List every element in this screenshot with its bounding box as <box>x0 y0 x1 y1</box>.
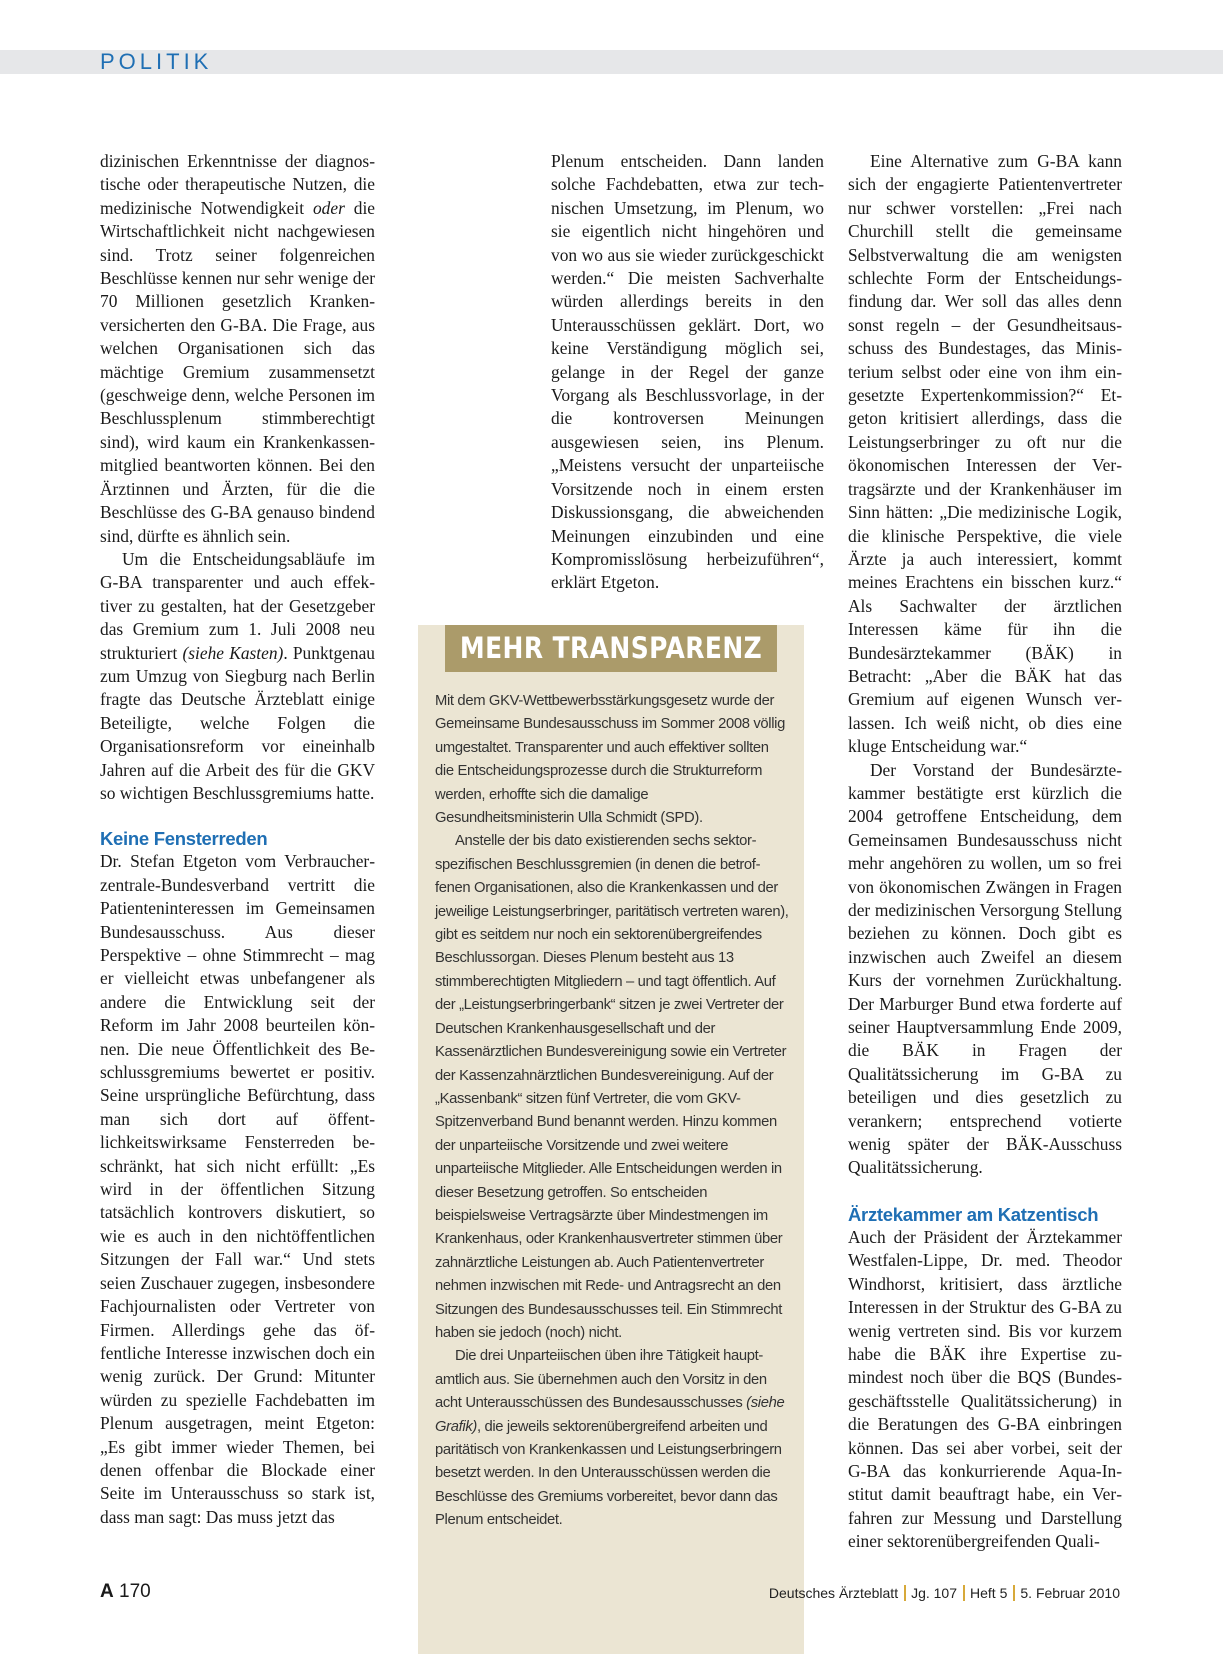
issue: Heft 5 <box>970 1585 1008 1601</box>
paragraph: Um die Entscheidungsabläufe im G-BA transparenter und auch effektiver zu gestalten, hat der Gesetzgeber das Gremium zum 1. Juli 2008 neu strukturiert (siehe Kasten). Punktgenau zum Umzug von Siegburg nach Berlin fragte das Deutsche Ärzteblatt einige Beteiligte, welche Folgen die Organisationsreform vor eineinhalb Jahren auf die Arbeit des für die GKV so wichtigen Beschlussgremiums hatte. <box>100 548 375 803</box>
separator <box>904 1585 906 1601</box>
separator <box>963 1585 965 1601</box>
issue-date: 5. Februar 2010 <box>1020 1585 1120 1601</box>
page-number: A 170 <box>100 1581 151 1602</box>
paragraph: Der Vorstand der Bundesärztekammer bestätigte erst kürzlich die 2004 getroffene Entscheidung, dem Gemeinsamen Bundesausschuss nicht mehr angehören zu wollen, um so frei von ökonomischen Zwängen in Fragen der medizinischen Versorgung Stellung beziehen zu können. Doch gibt es inzwischen auch Zweifel an diesem Kurs der vornehmen Zurückhaltung. Der Marburger Bund etwa forderte auf seiner Hauptversammlung Ende 2009, die BÄK in Fragen der Qualitätssicherung im G-BA zu beteiligen und dies gesetzlich zu verankern; entsprechend votierte wenig später der BÄK-Ausschuss Qualitätssicherung. <box>848 759 1122 1178</box>
paragraph: dizinischen Erkenntnisse der diagnostische oder therapeutische Nutzen, die medizinische Notwendigkeit oder die Wirtschaftlichkeit nicht nachgewiesen sind. Trotz seiner folgenreichen Beschlüsse kennen nur sehr wenige der 70 Millionen gesetzlich Krankenversicherten den G-BA. Die Frage, aus welchen Organisationen sich das mächtige Gremium zusammensetzt (geschweige denn, welche Personen im Beschlussplenum stimmberechtigt sind), wird kaum ein Krankenkassenmitglied beantworten können. Bei den Ärztinnen und Ärzten, für die die Beschlüsse des G-BA genauso bindend sind, dürfte es ähnlich sein. <box>100 151 376 546</box>
paragraph: Die drei Unparteiischen üben ihre Tätigkeit hauptamtlich aus. Sie übernehmen auch den Vorsitz in den acht Unterausschüssen des Bundesausschusses (siehe Grafik), die jeweils sektorenübergreifend arbeiten und paritätisch von Krankenkassen und Leistungserbringern besetzt werden. In den Unterausschüssen werden die Beschlüsse des Gremiums vorbereitet, bevor dann das Plenum entscheidet. <box>435 1348 785 1529</box>
paragraph: Eine Alternative zum G-BA kann sich der engagierte Patientenvertreter nur schwer vorstellen: „Frei nach Churchill stellt die gemeinsame Selbstverwaltung die am wenigsten schlechte Form der Entscheidungsfindung dar. Wer soll das alles denn sonst regeln – der Gesundheitsausschuss des Bundestages, das Ministerium selbst oder eine von ihm eingesetzte Expertenkommission?“ Etgeton kritisiert allerdings, dass die Leistungserbringer zu oft nur die ökonomischen Interessen der Vertragsärzte und der Krankenhäuser im Sinn hätten: „Die medizinische Logik, die klinische Perspektive, die viele Ärzte ja auch interessiert, kommt meines Erachtens ein bisschen kurz.“ Als Sachwalter der ärztlichen Interessen käme für ihn die Bundesärztekammer (BÄK) in Betracht: „Aber die BÄK hat das Gremium auf eigenen Wunsch verlassen. Ich weiß nicht, ob dies eine kluge Entscheidung war.“ <box>848 151 1122 757</box>
volume: Jg. 107 <box>911 1585 958 1601</box>
article-column-1 <box>100 150 375 1529</box>
journal-name: Deutsches Ärzteblatt <box>768 1585 899 1601</box>
paragraph: Mit dem GKV-Wettbewerbsstärkungsgesetz wurde der Gemeinsame Bundesausschuss im Sommer 2008 völlig umgestaltet. Transparenter und auch effektiver sollten die Entscheidungsprozesse durch die Strukturreform werden, erhoffte sich die damalige Gesundheitsministerin Ulla Schmidt (SPD). <box>435 693 786 827</box>
subheading-keine-fensterreden: Keine Fensterreden <box>100 828 268 850</box>
paragraph: Anstelle der bis dato existierenden sechs sektorspezifischen Beschlussgremien (in denen die betroffenen Organisationen, also die Krankenkassen und der jeweilige Leistungserbringer, paritätisch vertreten waren), gibt es seitdem nur noch ein sektorenübergreifendes Beschlussorgan. Dieses Plenum besteht aus 13 stimmberechtigten Mitgliedern – und tagt öffentlich. Auf der „Leistungserbringerbank“ sitzen je zwei Vertreter der Deutschen Krankenhausgesellschaft und der Kassenärztlichen Bundesvereinigung sowie ein Vertreter der Kassenzahnärztlichen Bundesvereinigung. Auf der „Kassenbank“ sitzen fünf Vertreter, die vom GKV-Spitzenverband Bund benannt werden. Hinzu kommen der unparteiische Vorsitzende und zwei weitere unparteiische Mitglieder. Alle Entscheidungen werden in dieser Besetzung getroffen. So entscheiden beispielsweise Vertragsärzte über Mindestmengen im Krankenhaus, oder Krankenhausvertreter stimmen über zahnärztliche Leistungen ab. Auch Patientenvertreter nehmen inzwischen mit Rede- und Antragsrecht an den Sitzungen des Bundesausschusses teil. Ein Stimmrecht haben sie jedoch (noch) nicht. <box>435 833 789 1341</box>
article-column-2 <box>551 150 824 595</box>
article-column-3 <box>848 150 1122 1554</box>
paragraph: Auch der Präsident der Ärztekammer Westfalen-Lippe, Dr. med. Theodor Windhorst, kritisiert, dass ärztliche Interessen in der Struktur des G-BA zu wenig vertreten sind. Bis vor kurzem habe die BÄK ihre Expertise zumindest noch über die BQS (Bundesgeschäftsstelle Qualitätssicherung) in die Beratungen des G-BA einbringen können. Das sei aber vorbei, seit der G-BA das konkurrierende Aqua-Institut damit beauftragt habe, ein Verfahren zur Messung und Darstellung einer sektorenübergreifenden Quali- <box>848 1226 1122 1552</box>
journal-citation <box>769 1583 1120 1603</box>
info-box-title: MEHR TRANSPARENZ <box>445 625 777 672</box>
paragraph: Plenum entscheiden. Dann landen solche Fachdebatten, etwa zur technischen Umsetzung, im Plenum, wo sie eigentlich nicht hingehören und von wo aus sie wieder zurückgeschickt werden.“ Die meisten Sachverhalte würden allerdings bereits in den Unterausschüssen geklärt. Dort, wo keine Verständigung möglich sei, gelange in der Regel der ganze Vorgang als Beschlussvorlage, in der die kontroversen Meinungen ausgewiesen seien, ins Plenum. „Meistens versucht der unparteiische Vorsitzende noch in einem ersten Diskussionsgang, die abweichenden Meinungen einzubinden und eine Kompromisslösung herbeizuführen“, erklärt Etgeton. <box>551 151 824 593</box>
section-label: POLITIK <box>100 49 213 74</box>
subheading-aerztekammer: Ärztekammer am Katzentisch <box>848 1203 1099 1225</box>
info-box-text <box>435 690 789 1533</box>
paragraph: Dr. Stefan Etgeton vom Verbraucherzentrale-Bundesverband vertritt die Patienteninteressen im Gemeinsamen Bundesausschuss. Aus dieser Perspektive – ohne Stimmrecht – mag er vielleicht etwas unbefangener als andere die Entwicklung seit der Reform im Jahr 2008 beurteilen können. Die neue Öffentlichkeit des Beschlussgremiums bewertet er positiv. Seine ursprüngliche Befürchtung, dass man sich dort auf öffentlichkeitswirksame Fensterreden beschränkt, hat sich nicht erfüllt: „Es wird in der öffentlichen Sitzung tatsächlich kontrovers diskutiert, so wie es auch in den nichtöffentlichen Sitzungen der Fall war.“ Und stets seien Zuschauer zugegen, insbesondere Fachjournalisten oder Vertreter von Firmen. Allerdings gehe das öffentliche Interesse inzwischen doch ein wenig zurück. Der Grund: Mitunter würden zu spezielle Fachdebatten im Plenum ausgetragen, meint Etgeton: „Es gibt immer wieder Themen, bei denen offenbar die Blockade einer Seite im Unterausschuss so stark ist, dass man sagt: Das muss jetzt das <box>100 851 375 1527</box>
separator <box>1013 1585 1015 1601</box>
